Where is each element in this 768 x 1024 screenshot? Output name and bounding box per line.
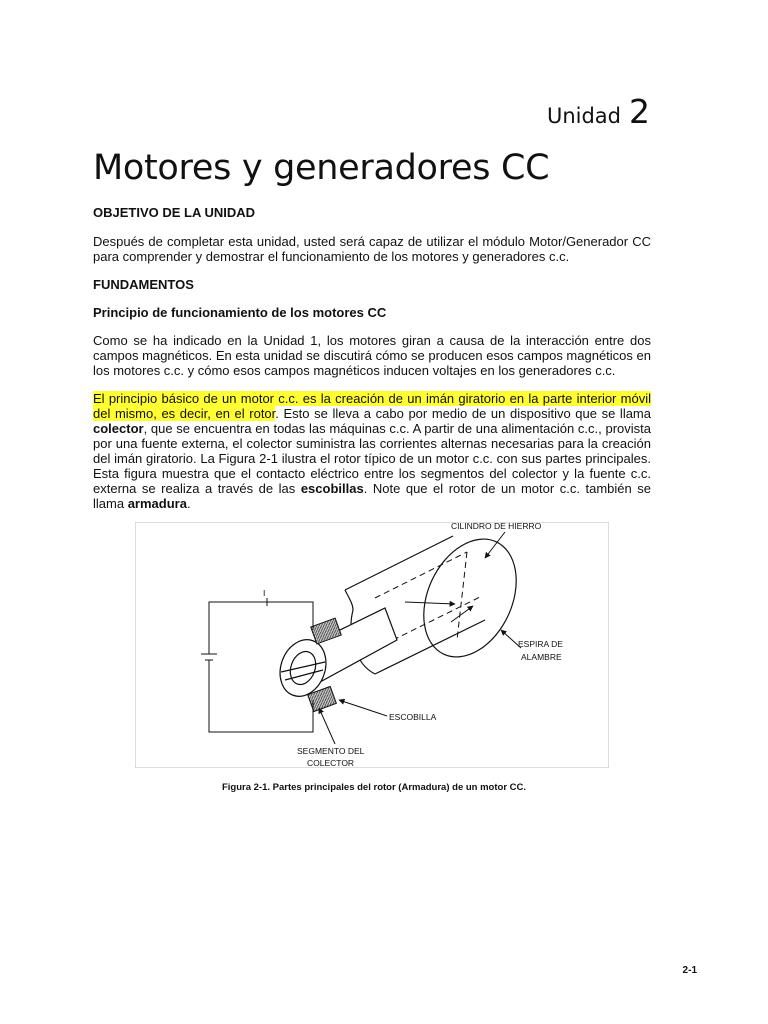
term-colector: colector [93, 421, 144, 436]
unit-label [547, 92, 650, 131]
rotor-diagram [135, 522, 609, 768]
label-current: I [263, 588, 266, 598]
para2-text-2: , que se encuentra en todas las máquinas c.c. A partir de una alimentación c.c., provista por una fuente externa, el colector suministra las corrientes alternas necesarias para la creación del imán giratorio. La Figura 2-1 ilustra el rotor típico de un motor c.c. con sus partes principales. Esta figura muestra que el contacto eléctrico entre los segmentos del colector y la fuente c.c. externa se realiza a través de las [93, 421, 651, 496]
term-escobillas: escobillas [300, 481, 364, 496]
unit-number: 2 [629, 92, 650, 131]
rotor-figure [135, 522, 609, 768]
objective-paragraph: Después de completar esta unidad, usted será capaz de utilizar el módulo Motor/Generador CC para comprender y demostrar el funcionamiento de los motores y generadores c.c. [93, 234, 651, 264]
page-number: 2-1 [682, 965, 697, 976]
objective-heading: OBJETIVO DE LA UNIDAD [93, 205, 256, 220]
label-iron-cylinder: CILINDRO DE HIERRO [451, 522, 542, 531]
figure-caption [0, 782, 768, 793]
term-armadura: armadura [127, 496, 187, 511]
highlighted-text: El principio básico de un motor c.c. es la creación de un imán giratorio en la parte interior móvil del mismo, es decir, en el rotor [93, 391, 651, 421]
unit-word: Unidad [546, 104, 621, 128]
paragraph-2 [93, 391, 651, 511]
fundamentals-heading: FUNDAMENTOS [93, 277, 194, 292]
figure-caption-text: Figura 2-1. Partes principales del rotor (Armadura) de un motor CC. [221, 782, 527, 793]
para2-text-4: . [186, 496, 191, 511]
label-wire-loop-2: ALAMBRE [521, 652, 562, 662]
page-title: Motores y generadores CC [93, 148, 550, 188]
label-segment-2: COLECTOR [307, 758, 355, 768]
para2-text-3: . Note que el rotor de un motor c.c. también se llama [93, 481, 651, 511]
paragraph-1: Como se ha indicado en la Unidad 1, los motores giran a causa de la interacción entre dos campos magnéticos. En esta unidad se discutirá cómo se producen esos campos magnéticos en los motores c.c. y cómo esos campos magnéticos inducen voltajes en los generadores c.c. [93, 333, 651, 378]
label-brush: ESCOBILLA [389, 712, 437, 722]
label-segment-1: SEGMENTO DEL [297, 746, 365, 756]
label-wire-loop-1: ESPIRA DE [518, 639, 563, 649]
para2-text-1: . Esto se lleva a cabo por medio de un dispositivo que se llama [275, 406, 651, 421]
principle-heading: Principio de funcionamiento de los motores CC [93, 305, 387, 320]
